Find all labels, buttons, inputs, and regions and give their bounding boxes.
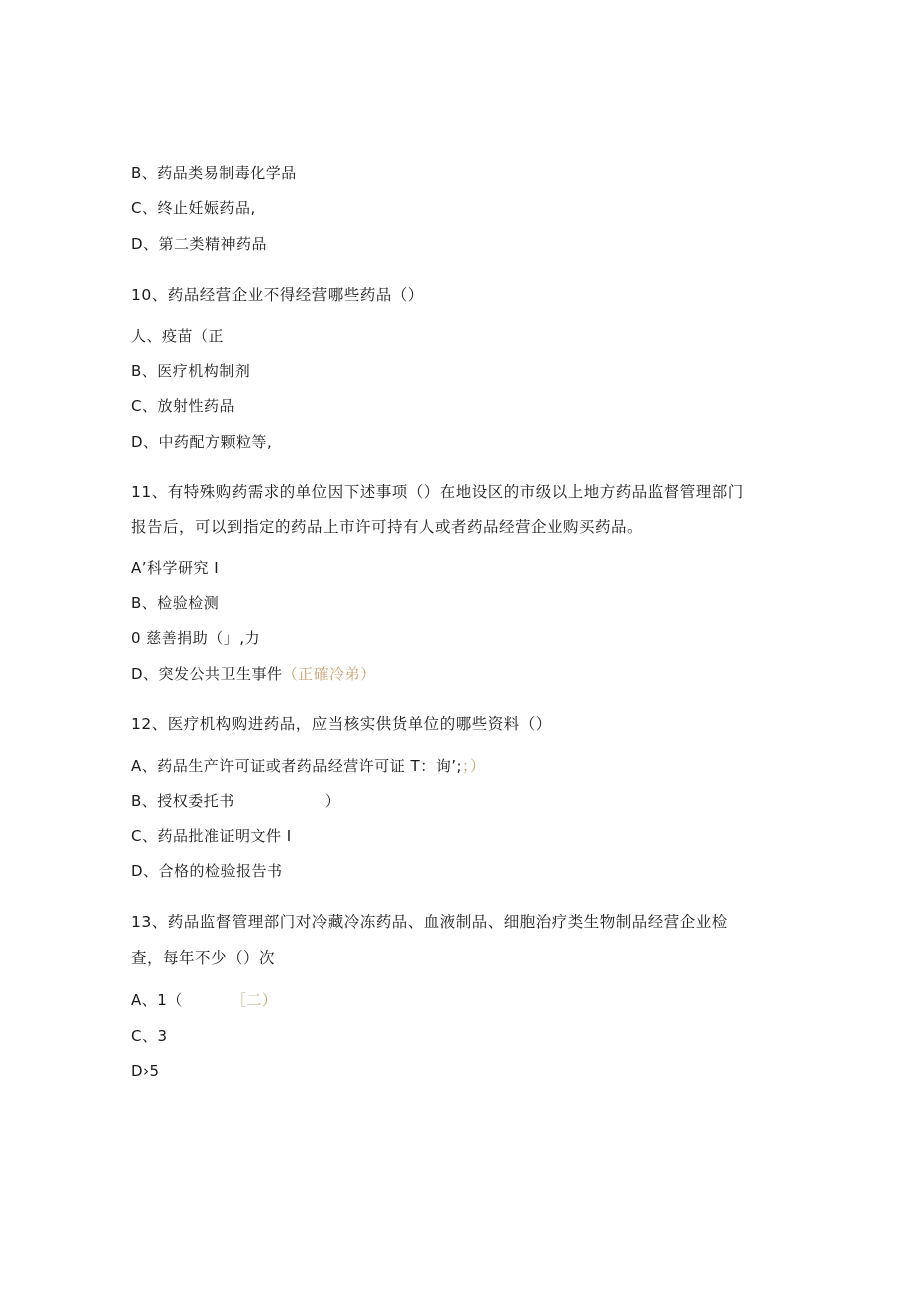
q12-option-b (131, 791, 340, 811)
q9-option-c: C、终止妊娠药品, (131, 199, 256, 217)
q10-option-d: D、中药配方颗粒等, (131, 433, 273, 451)
q10-option-a: 人、疫苗（正 (131, 327, 225, 345)
q13-option-a (131, 990, 277, 1010)
q12-option-b-text: B、授权委托书 (131, 792, 235, 810)
q12-option-d: D、合格的检验报告书 (131, 862, 283, 880)
q13-question-line2: 查，每年不少（）次 (131, 949, 276, 967)
q11-question-line2: 报告后，可以到指定的药品上市许可持有人或者药品经营企业购买药品。 (131, 518, 644, 536)
q12-question: 12、医疗机构购进药品，应当核实供货单位的哪些资料（） (131, 715, 552, 733)
q13-question-line1: 13、药品监督管理部门对冷藏冷冻药品、血液制品、细胞治疗类生物制品经营企业检 (131, 913, 728, 931)
q12-answer-mark: ；） (462, 757, 486, 775)
q10-option-b: B、医疗机构制剂 (131, 362, 251, 380)
q11-option-b: B、检验检测 (131, 594, 220, 612)
q12-option-c: C、药品批准证明文件 I (131, 827, 292, 845)
q13-option-c: C、3 (131, 1027, 168, 1045)
q11-question-line1: 11、有特殊购药需求的单位因下述事项（）在地设区的市级以上地方药品监督管理部门 (131, 483, 744, 501)
q11-answer-mark: （正確冷弟） (282, 665, 376, 683)
q13-answer-mark: ［二） (230, 991, 278, 1009)
q9-option-b: B、药品类易制毒化学品 (131, 164, 297, 182)
q11-option-a: A’科学研究 I (131, 559, 220, 577)
q13-option-a-text: A、1（ (131, 991, 183, 1009)
q12-option-a (131, 756, 486, 776)
q10-option-c: C、放射性药品 (131, 397, 235, 415)
q12-option-b-mark: ） (324, 792, 341, 810)
q11-option-d (131, 664, 376, 684)
q9-option-d: D、第二类精神药品 (131, 235, 268, 253)
q11-option-c: 0 慈善捐助（」,力 (131, 629, 261, 647)
q11-option-d-text: D、突发公共卫生事件 (131, 665, 283, 683)
q13-option-d: D›5 (131, 1062, 160, 1080)
q10-question: 10、药品经营企业不得经营哪些药品（） (131, 286, 424, 304)
q12-option-a-text: A、药品生产许可证或者药品经营许可证 T：询’; (131, 757, 463, 775)
